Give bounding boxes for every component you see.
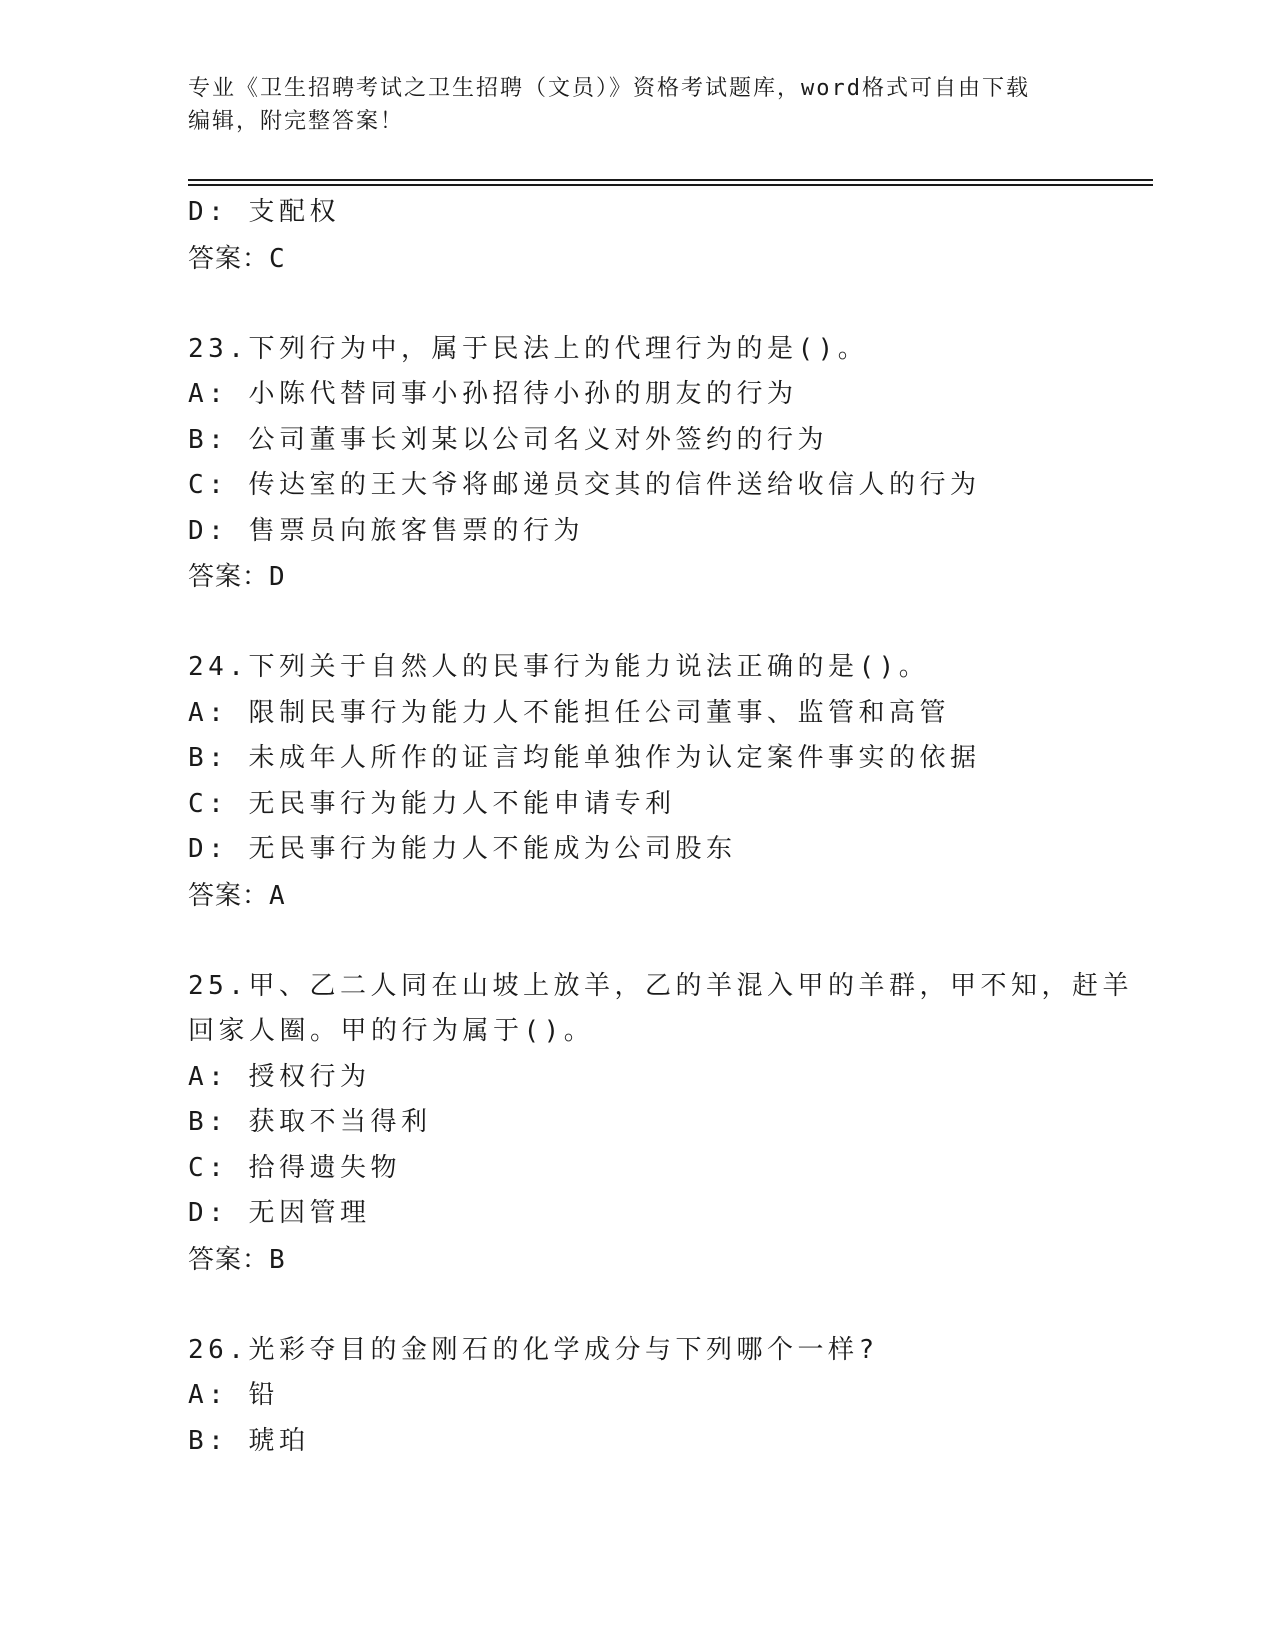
answer-label: 答案： xyxy=(188,880,270,911)
answer-value: B xyxy=(269,1244,286,1275)
answer-value: C xyxy=(269,243,286,274)
option-a: A: 限制民事行为能力人不能担任公司董事、监管和高管 xyxy=(188,697,950,728)
question-stem: 26.光彩夺目的金刚石的化学成分与下列哪个一样? xyxy=(188,1334,879,1365)
option-a: A: 授权行为 xyxy=(188,1061,371,1092)
document-header xyxy=(188,72,1088,138)
answer-label: 答案： xyxy=(188,1244,270,1275)
answer-value: D xyxy=(269,562,286,592)
option-b: B: 琥珀 xyxy=(188,1425,310,1456)
header-line-1: 专业《卫生招聘考试之卫生招聘（文员）》资格考试题库，word格式可自由下载 xyxy=(188,76,1030,101)
answer-line xyxy=(188,1237,1148,1283)
question-25 xyxy=(188,964,1148,1283)
option-a: A: 小陈代替同事小孙招待小孙的朋友的行为 xyxy=(188,379,798,409)
option-d: D: 支配权 xyxy=(188,197,340,227)
option-b: B: 公司董事长刘某以公司名义对外签约的行为 xyxy=(188,424,828,455)
question-stem: 23.下列行为中，属于民法上的代理行为的是()。 xyxy=(188,333,869,364)
option-a: A: 铅 xyxy=(188,1380,279,1410)
question-stem-line-2: 回家人圈。甲的行为属于()。 xyxy=(188,1016,595,1046)
option-c: C: 拾得遗失物 xyxy=(188,1152,401,1183)
question-23 xyxy=(188,327,1148,601)
answer-label: 答案： xyxy=(188,562,270,592)
question-list xyxy=(188,190,1148,1464)
header-rule-bottom xyxy=(188,184,1153,186)
answer-line xyxy=(188,236,1148,282)
option-c: C: 传达室的王大爷将邮递员交其的信件送给收信人的行为 xyxy=(188,470,981,500)
answer-value: A xyxy=(269,880,286,911)
option-c: C: 无民事行为能力人不能申请专利 xyxy=(188,788,676,819)
option-d: D: 售票员向旅客售票的行为 xyxy=(188,515,584,546)
question-22-tail xyxy=(188,190,1148,282)
option-d: D: 无因管理 xyxy=(188,1198,371,1228)
question-26 xyxy=(188,1328,1148,1465)
answer-label: 答案： xyxy=(188,243,270,274)
answer-line xyxy=(188,554,1148,600)
header-line-2: 编辑，附完整答案！ xyxy=(188,109,405,134)
question-stem-line-1: 25.甲、乙二人同在山坡上放羊，乙的羊混入甲的羊群，甲不知，赶羊 xyxy=(188,970,1133,1001)
question-24 xyxy=(188,645,1148,919)
question-stem: 24.下列关于自然人的民事行为能力说法正确的是()。 xyxy=(188,652,930,682)
option-d: D: 无民事行为能力人不能成为公司股东 xyxy=(188,834,737,864)
option-b: B: 获取不当得利 xyxy=(188,1107,432,1137)
option-b: B: 未成年人所作的证言均能单独作为认定案件事实的依据 xyxy=(188,743,981,773)
header-rule-top xyxy=(188,179,1153,181)
answer-line xyxy=(188,873,1148,919)
